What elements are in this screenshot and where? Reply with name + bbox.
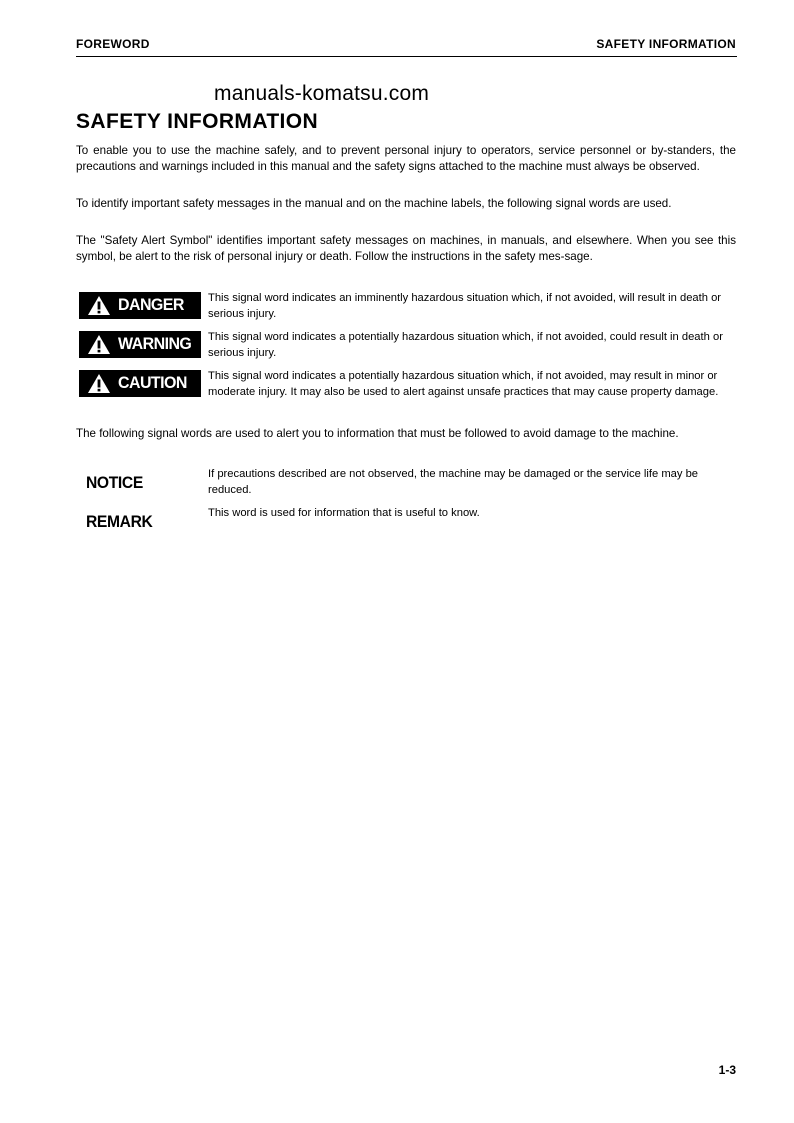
alert-triangle-icon (87, 373, 111, 394)
alert-triangle-icon (87, 334, 111, 355)
damage-signal-paragraph: The following signal words are used to alert you to information that must be followed to avoid damage to the machine. (76, 427, 679, 440)
danger-label: DANGER (118, 295, 184, 314)
caution-label: CAUTION (118, 373, 187, 392)
warning-description: This signal word indicates a potentially hazardous situation which, if not avoided, could result in death or serious injury. (208, 331, 723, 359)
warning-badge (79, 331, 201, 358)
header-section-label: FOREWORD (76, 37, 150, 51)
caution-description: This signal word indicates a potentially hazardous situation which, if not avoided, may result in minor or moderate injury. It may also be used to alert against unsafe practices that may cause property damage. (208, 370, 719, 398)
signal-words-paragraph: To identify important safety messages in the manual and on the machine labels, the following signal words are used. (76, 197, 672, 210)
notice-description: If precautions described are not observed, the machine may be damaged or the service life may be reduced. (208, 468, 699, 496)
remark-description: This word is used for information that is useful to know. (208, 507, 480, 519)
page-title: SAFETY INFORMATION (76, 110, 319, 133)
alert-triangle-icon (87, 295, 111, 316)
danger-description: This signal word indicates an imminently hazardous situation which, if not avoided, will result in death or serious injury. (208, 292, 722, 320)
intro-paragraph: To enable you to use the machine safely, and to prevent personal injury to operators, service personnel or by-standers, the precautions and warnings included in this manual and the safety signs attached to the machine must always be observed. (76, 144, 736, 173)
header-topic-label: SAFETY INFORMATION (596, 37, 736, 51)
safety-alert-symbol-paragraph: The "Safety Alert Symbol" identifies important safety messages on machines, in manuals, and elsewhere. When you see this symbol, be alert to the risk of personal injury or death. Follow the instructions in the safety mes-sage. (76, 234, 736, 263)
remark-label: REMARK (86, 512, 153, 531)
warning-label: WARNING (118, 334, 192, 353)
header-divider (76, 56, 737, 57)
watermark-text: manuals-komatsu.com (214, 82, 430, 105)
caution-badge (79, 370, 201, 397)
notice-label: NOTICE (86, 473, 143, 492)
page-header (76, 37, 736, 51)
page-number: 1-3 (718, 1063, 736, 1077)
danger-badge (79, 292, 201, 319)
